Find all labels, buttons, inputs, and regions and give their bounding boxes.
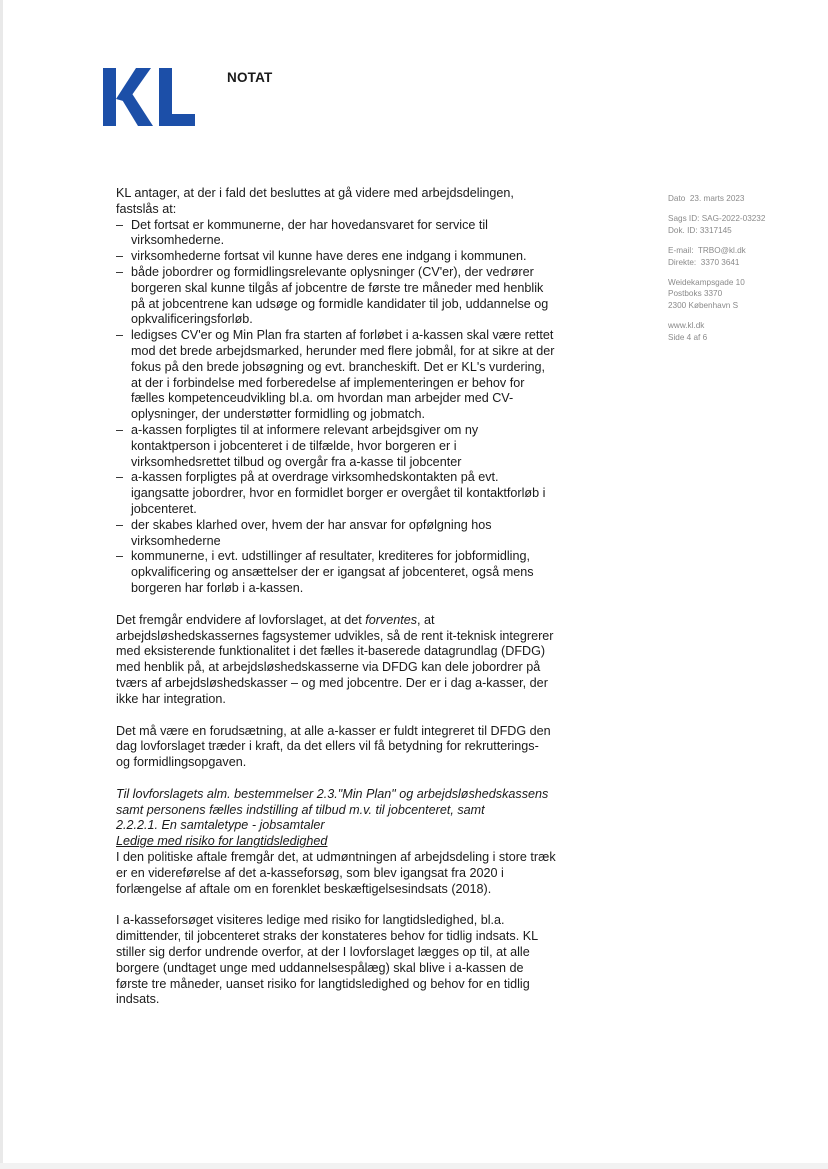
intro-paragraph: KL antager, at der i fald det besluttes at gå videre med arbejdsdelingen, fastslås at:	[116, 186, 514, 216]
section-number-heading: 2.2.2.1. En samtaletype - jobsamtaler	[116, 818, 325, 833]
page-left-edge	[0, 0, 3, 1169]
date-row: Dato 23. marts 2023	[668, 194, 745, 203]
address-line: Postboks 3370	[668, 289, 723, 299]
page-bottom-edge	[0, 1163, 828, 1169]
list-item: – a-kassen forpligtes til at informere relevant arbejdsgiver om ny kontaktperson i jobcenteret i de tilfælde, hvor borgeren er i virksomhedsrettet tilbud og overgår fra a-kasse til jobcenter	[116, 422, 479, 469]
document-metadata	[668, 193, 818, 352]
political-agreement-paragraph: I den politiske aftale fremgår det, at udmøntningen af arbejdsdeling i store træk er en videreførelse af det a-kasseforsøg, som blev igangsat fra 2020 i forlængelse af aftale om en forenklet beskæftigelsesindsats (2018).	[116, 850, 556, 896]
website: www.kl.dk	[668, 321, 705, 331]
list-item: – Det fortsat er kommunerne, der har hovedansvaret for service til virksomhederne.	[116, 217, 488, 248]
phone-row: Direkte: 3370 3641	[668, 257, 740, 267]
document-type-label: NOTAT	[227, 70, 273, 85]
email-row: E-mail: TRBO@kl.dk	[668, 246, 746, 256]
underlined-subheading: Ledige med risiko for langtidsledighed	[116, 834, 328, 849]
list-item: – både jobordrer og formidlingsrelevante oplysninger (CV'er), der vedrører borgeren skal kunne tilgås af jobcentre de første tre måneder med henblik på at jobcentrene kan udsøge og formidle kandidater til job, uddannelse og opkvalificeringsforløb.	[116, 264, 549, 327]
requirements-list	[116, 218, 556, 597]
trial-paragraph: I a-kasseforsøget visiteres ledige med risiko for langtidsledighed, bl.a. dimittender, til jobcenteret straks der konstateres behov for tidlig indsats. KL stiller sig derfor undrende overfor, at der I lovforslaget lægges op til, at alle borgere (undtaget unge med uddannelsespålæg) skal blive i a-kassen de første tre måneder, uanset risiko for langtidsledighed og behov for en tidlig indsats.	[116, 913, 538, 1007]
list-item: – ledigses CV'er og Min Plan fra starten af forløbet i a-kassen skal være rettet mod det brede arbejdsmarked, herunder med flere jobmål, for at sikre at der fokus på den brede jobsøgning og evt. brancheskift. Det er KL's vurdering, at der i forbindelse med forberedelse af implementeringen er behov for fælles kompetenceudvikling bl.a. om hvordan man arbejder med CV-oplysninger, der understøtter formidling og jobmatch.	[116, 328, 555, 422]
section-reference-heading: Til lovforslagets alm. bestemmelser 2.3."Min Plan" og arbejdsløshedskassens samt personens fælles indstilling af tilbud m.v. til jobcenteret, samt	[116, 786, 549, 817]
page-number: Side 4 af 6	[668, 332, 708, 342]
dfdg-paragraph: Det fremgår endvidere af lovforslaget, at det forventes, at arbejdsløshedskassernes fagsystemer udvikles, så de rent it-teknisk integrerer med eksisterende funktionalitet i det fælles it-baserede datagrundlag (DFDG) med henblik på, at arbejdsløshedskasserne via DFDG kan dele jobordrer på tværs af arbejdsløshedskasser – og med jobcentre. Der er i dag a-kasser, der ikke har integration.	[116, 612, 554, 706]
kl-logo	[103, 68, 195, 126]
case-id-row: Sags ID: SAG-2022-03232	[668, 214, 766, 224]
integration-requirement-paragraph: Det må være en forudsætning, at alle a-kasser er fuldt integreret til DFDG den dag lovforslaget træder i kraft, da det ellers vil få betydning for rekrutterings- og formidlingsopgaven.	[116, 723, 551, 770]
list-item: – der skabes klarhed over, hvem der har ansvar for opfølgning hos virksomhederne	[116, 517, 492, 548]
list-item: – kommunerne, i evt. udstillinger af resultater, krediteres for jobformidling, opkvalificering og ansættelser der er igangsat af jobcenteret, også mens borgeren har forløb i a-kassen.	[116, 549, 534, 595]
address-line: 2300 København S	[668, 300, 739, 310]
address-line: Weidekampsgade 10	[668, 278, 745, 288]
document-body	[116, 186, 556, 1008]
list-item: – virksomhederne fortsat vil kunne have deres ene indgang i kommunen.	[116, 249, 527, 264]
list-item: – a-kassen forpligtes på at overdrage virksomhedskontakten på evt. igangsatte jobordrer, hvor en formidlet borger er overgået til kontaktforløb i jobcenteret.	[116, 470, 546, 516]
doc-id-row: Dok. ID: 3317145	[668, 225, 732, 235]
